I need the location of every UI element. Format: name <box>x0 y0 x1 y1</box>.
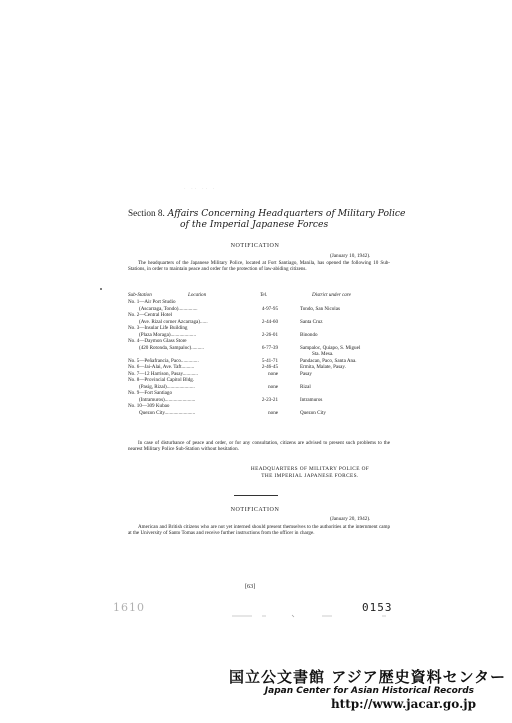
row-district: Sampaloc, Quiapo, S. Miguel <box>300 344 361 351</box>
row-district: Sta. Mesa. <box>312 351 334 357</box>
column-header-district: District under care <box>312 292 351 298</box>
row-location: No. 8—Provincial Capitol Bldg. <box>128 377 195 383</box>
scan-smudge <box>232 613 512 619</box>
row-location: No. 3—Insular Life Building <box>128 325 188 331</box>
row-location: (Plaza Moraga).................... <box>139 331 197 338</box>
row-tel: 2-44-60 <box>261 318 278 325</box>
row-tel: 2-23-21 <box>261 396 278 403</box>
row-tel: 5-41-71 <box>261 357 278 364</box>
bleed-through-marks: · ·· ·· · <box>184 186 217 192</box>
row-tel: none <box>268 383 278 390</box>
row-tel: 2-26-01 <box>261 331 278 338</box>
archive-url: http://www.jacar.go.jp <box>330 697 476 711</box>
row-location: No. 9—Fort Santiago <box>128 390 173 396</box>
row-location: (Intramuros)........................ <box>139 396 196 403</box>
row-location: (Pasig, Rizal)...................... <box>139 383 195 390</box>
row-district: Binondo <box>300 331 318 338</box>
row-location: (420 Rotonda, Sampaloc).......... <box>139 344 204 351</box>
row-location: No. 5—Peñafrancia, Paco.............. <box>128 357 199 364</box>
row-location: No. 4—Daymon Glass Store <box>128 338 187 344</box>
notification-date: (January 10, 1942). <box>330 253 371 259</box>
page-number: [63] <box>245 583 256 590</box>
column-header-tel: Tel. <box>260 292 268 298</box>
archive-name-ja: 国立公文書館 アジア歴史資料センター <box>228 668 506 686</box>
row-location: No. 10—309 Kubao <box>128 403 170 409</box>
row-tel: 2-46-45 <box>261 364 278 370</box>
row-tel: none <box>268 370 278 377</box>
row-district: Pandacan, Paco, Santa Ana. <box>300 357 357 364</box>
archive-name-en: Japan Center for Asian Historical Records <box>264 686 474 696</box>
row-district: Santa Cruz <box>300 318 323 325</box>
archive-watermark <box>196 669 506 712</box>
row-district: Ermita, Malate, Pasay. <box>300 364 346 370</box>
table-body <box>128 299 388 416</box>
speck <box>100 288 102 290</box>
row-district: Quezon City <box>300 409 326 416</box>
row-district: Rizal <box>300 383 311 390</box>
notification2-heading: NOTIFICATION <box>230 507 280 513</box>
row-location: (Ave. Rizal corner Azcarraga)...... <box>139 318 208 325</box>
row-location: No. 2—Central Hotel <box>128 312 172 318</box>
archive-stamp: 1610 <box>113 601 145 614</box>
section-number: Section 8. <box>128 208 165 218</box>
section-title-line2: of the Imperial Japanese Forces <box>180 219 329 230</box>
table-header <box>128 292 388 299</box>
signature-line1: HEADQUARTERS OF MILITARY POLICE OF <box>250 466 370 472</box>
column-header-station: Sub-Station <box>128 292 152 298</box>
notification-body: The headquarters of the Japanese Military Police, located at Fort Santiago, Manila, has opened the following 10 Sub-Stations, in order to maintain peace and order for the protection of law-abiding citizens. <box>128 260 390 273</box>
row-district: Tondo, San Nicolas <box>300 305 340 312</box>
row-location: No. 1—Air Port Studio <box>128 299 176 305</box>
section-divider <box>234 495 278 496</box>
signature-line2: THE IMPERIAL JAPANESE FORCES. <box>261 473 359 479</box>
row-location: No. 7—12 Harrison, Pasay............ <box>128 370 198 377</box>
row-tel: 6-77-39 <box>261 344 278 351</box>
column-header-location: Location <box>188 292 207 298</box>
row-tel: 4-97-95 <box>261 305 278 312</box>
row-location: (Ascarraga, Tondo)............... <box>139 305 198 312</box>
notification-heading: NOTIFICATION <box>230 243 280 249</box>
row-district: Intramuros <box>300 396 323 403</box>
notification2-body: American and British citizens who are not yet interned should present themselves to the authorities at the internment camp at the University of Santo Tomas and receive further instructions from the officer in charge. <box>128 524 390 537</box>
row-location: Quezon City........................ <box>139 409 196 416</box>
substation-table <box>128 292 388 416</box>
notification2-date: (January 20, 1942). <box>330 516 371 522</box>
closing-paragraph: In case of disturbance of peace and order, or for any consultation, citizens are advised to present such problems to the nearest Military Police Sub-Station without hesitation. <box>128 440 390 453</box>
row-location: No. 6—Jai-Alai, Ave. Taft.......... <box>128 364 195 370</box>
section-title-line1: Affairs Concerning Headquarters of Military Police <box>167 208 406 219</box>
section-title <box>128 208 408 230</box>
row-district: Pasay <box>300 370 312 377</box>
row-tel: none <box>268 409 278 416</box>
reference-number: 0153 <box>362 601 393 614</box>
signature <box>228 466 392 480</box>
table-row <box>128 410 388 417</box>
